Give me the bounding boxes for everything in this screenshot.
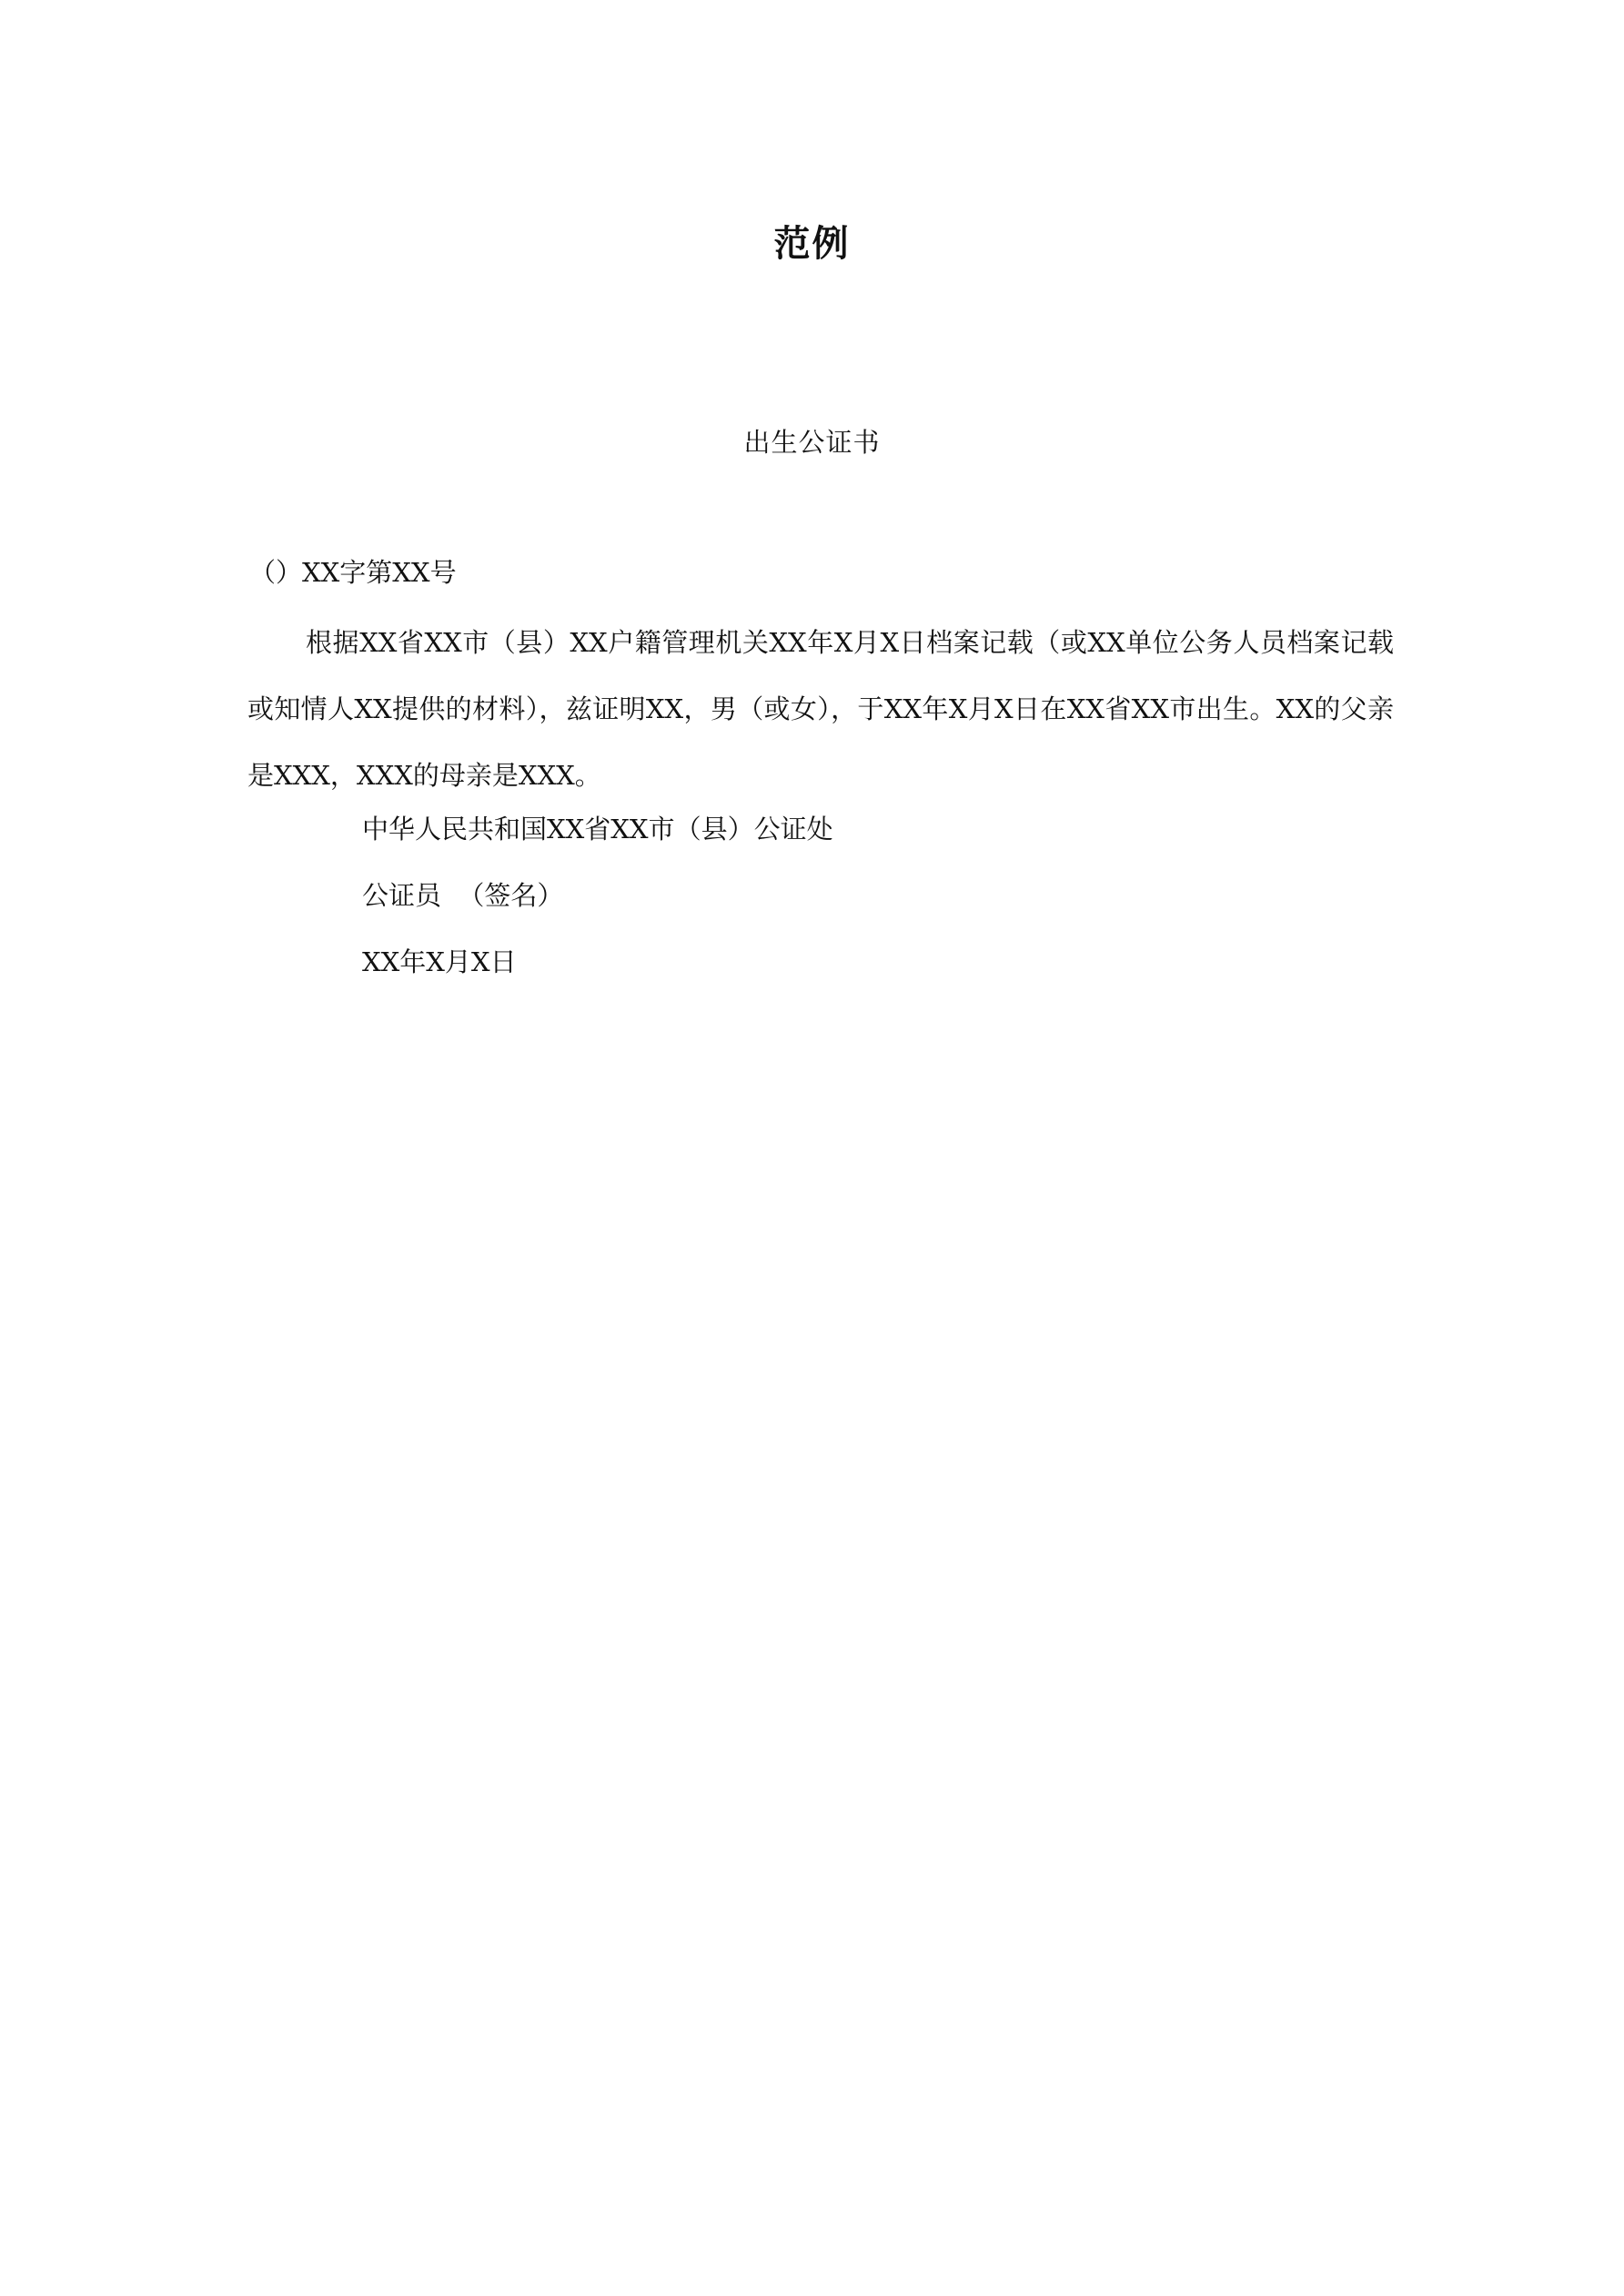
notary-office: 中华人民共和国XX省XX市（县）公证处 [362,814,833,845]
page-heading: 范例 [773,222,851,265]
notary-signature: 公证员 （签名） [362,880,564,911]
certificate-title: 出生公证书 [743,427,881,458]
certificate-body: 根据XX省XX市（县）XX户籍管理机关XX年X月X日档案记载（或XX单位公务人员档案记载或知情人XX提供的材料），兹证明XX，男（或女），于XX年X月X日在XX省XX市出生。XX的父亲是XXX，XXX的母亲是XXX。 [247,627,1394,791]
reference-number: （）XX字第XX号 [249,557,457,588]
certificate-date: XX年X月X日 [362,946,517,977]
